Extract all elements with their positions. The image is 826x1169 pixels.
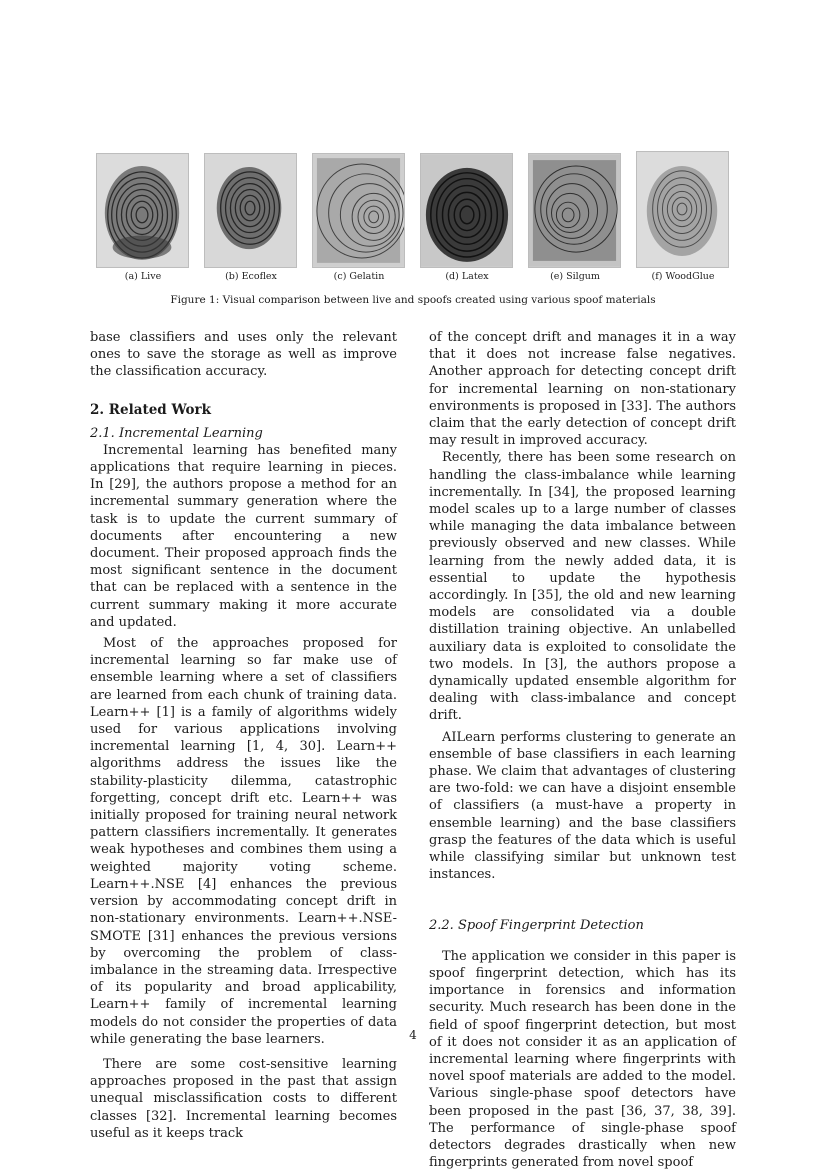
fingerprint-live-image: [96, 153, 189, 268]
figure-subcaptions: [96, 271, 730, 287]
paragraph: Most of the approaches proposed for incremental learning so far make use of ensemble learning where a set of classifiers are learned from each chunk of training data. Learn++ [1] is a family of algorithms widely used for various applications involving incremental learning [1, 4, 30]. Learn++ algorithms address the issues like the stability-plasticity dilemma, catastrophic forgetting, concept drift etc. Learn++ was initially proposed for training neural network pattern classifiers incrementally. It generates weak hypotheses and combines them using a weighted majority voting scheme. Learn++.NSE [4] enhances the previous version by accommodating concept drift in non-stationary environments. Learn++.NSE-SMOTE [31] enhances the previous versions by overcoming the problem of class-imbalance in the streaming data. Irrespective of its popularity and broad applicability, Learn++ family of incremental learning models do not consider the properties of data while generating the base learners.: [90, 636, 397, 1047]
paragraph: AILearn performs clustering to generate an ensemble of base classifiers in each learning phase. We claim that advantages of clustering are two-fold: we can have a disjoint ensemble of classifiers (a must-have a property in ensemble learning) and the base classifiers grasp the features of the data which is useful while classifying similar but unknown test instances.: [429, 729, 736, 883]
subcaption-silgum: (e) Silgum: [550, 271, 600, 282]
fingerprint-ecoflex-image: [204, 153, 297, 268]
section-heading-related-work: 2. Related Work: [90, 401, 211, 418]
paragraph: The application we consider in this paper is spoof fingerprint detection, which has its importance in forensics and information security. Much research has been done in the field of spoof fingerprint detection, but most of it does not consider it as an application of incremental learning where fingerprints with novel spoof materials are added to the model. Various single-phase spoof detectors have been proposed in the past [36, 37, 38, 39]. The performance of single-phase spoof detectors degrades drastically when new fingerprints generated from novel spoof: [429, 948, 736, 1169]
fingerprint-gelatin-image: [312, 153, 405, 268]
subcaption-woodglue: (f) WoodGlue: [651, 271, 715, 282]
subcaption-latex: (d) Latex: [445, 271, 489, 282]
page-number: 4: [409, 1028, 417, 1042]
subsection-heading-incremental-learning: 2.1. Incremental Learning: [90, 425, 263, 441]
paragraph: There are some cost-sensitive learning approaches proposed in the past that assign unequal misclassification costs to different classes [32]. Incremental learning becomes useful as it keeps track: [90, 1056, 397, 1141]
fingerprint-silgum-image: [528, 153, 621, 268]
fingerprint-latex-image: [420, 153, 513, 268]
subcaption-ecoflex: (b) Ecoflex: [225, 271, 277, 282]
paragraph: Incremental learning has benefited many applications that require learning in pieces. In [29], the authors propose a method for an incremental summary generation where the task is to update the current summary of documents after encountering a new document. Their proposed approach finds the most significant sentence in the document that can be replaced with a sentence in the current summary making it more accurate and updated.: [90, 442, 397, 630]
left-column: [90, 329, 397, 1142]
figure-caption: Figure 1: Visual comparison between live and spoofs created using various spoof materials: [170, 294, 656, 306]
subcaption-live: (a) Live: [124, 271, 162, 282]
fingerprint-woodglue-image: [636, 151, 729, 268]
paragraph: of the concept drift and manages it in a way that it does not increase false negatives. Another approach for detecting concept drift for incremental learning on non-stationary environments is proposed in [33]. The authors claim that the early detection of concept drift may result in improved accuracy.: [429, 330, 736, 449]
right-column: [429, 329, 736, 1169]
subsection-heading-spoof-detection: 2.2. Spoof Fingerprint Detection: [429, 917, 644, 933]
intro-paragraph: base classifiers and uses only the relevant ones to save the storage as well as improve the classification accuracy.: [90, 330, 397, 380]
subcaption-gelatin: (c) Gelatin: [333, 271, 385, 282]
figure-1: [96, 153, 730, 273]
paragraph: Recently, there has been some research on handling the class-imbalance while learning incrementally. In [34], the proposed learning model scales up to a large number of classes while managing the data imbalance between previously observed and new classes. While learning from the newly added data, it is essential to update the hypothesis accordingly. In [35], the old and new learning models are consolidated via a double distillation training objective. An unlabelled auxiliary data is exploited to consolidate the two models. In [3], the authors propose a dynamically updated ensemble algorithm for dealing with class-imbalance and concept drift.: [429, 450, 736, 724]
